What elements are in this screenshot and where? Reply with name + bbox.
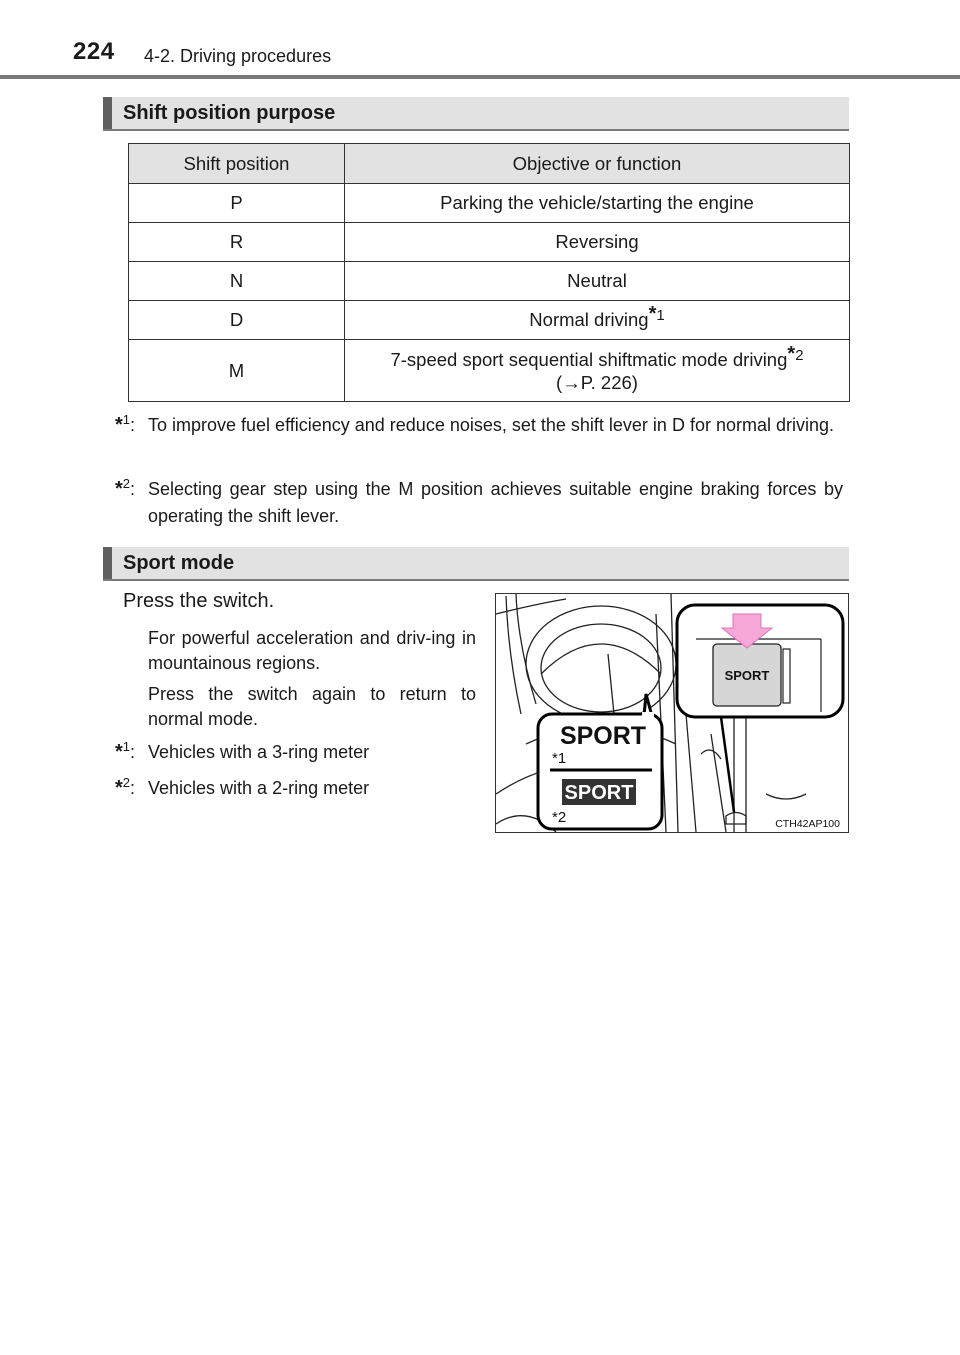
section-title: Sport mode: [123, 552, 235, 574]
page-reference-link[interactable]: (→P. 226): [556, 371, 638, 393]
figure-code: CTH42AP100: [775, 818, 840, 830]
dashboard-drawing: [496, 594, 848, 832]
table-row: [129, 340, 850, 402]
footnote-text: Vehicles with a 3-ring meter: [148, 742, 370, 762]
mark-3ring: *1: [552, 750, 567, 767]
indicator-3ring-label: SPORT: [559, 722, 647, 750]
description-paragraph: For powerful acceleration and driv-ing in mountainous regions.: [148, 628, 476, 673]
footnote: [115, 412, 843, 439]
function-cell: [345, 301, 850, 340]
switch-label: SPORT: [724, 668, 770, 683]
chapter-title: 4-2. Driving procedures: [144, 46, 332, 66]
page-number: 224: [73, 38, 115, 65]
table-row: [129, 301, 850, 340]
function-cell: Parking the vehicle/starting the engine: [345, 184, 850, 223]
sport-mode-illustration: [495, 593, 849, 833]
footnote: [115, 476, 843, 530]
function-text: 7-speed sport sequential shiftmatic mode driving: [390, 348, 788, 370]
table-row: [129, 262, 850, 301]
description-paragraph: Press the switch again to return to normal mode.: [148, 684, 476, 729]
footnote: [115, 775, 475, 802]
footnote-number: 2: [795, 346, 804, 364]
table-row: [129, 223, 850, 262]
footnote-number: 1: [656, 307, 665, 324]
function-cell: [345, 340, 850, 402]
shift-position-cell: N: [129, 262, 345, 301]
page-header: [0, 0, 960, 80]
header-rule: [0, 75, 960, 79]
instruction-text: Press the switch.: [123, 590, 275, 612]
indicator-callout: [538, 694, 662, 829]
column-header: Objective or function: [345, 144, 850, 184]
footnote-mark: *$^1$:: [115, 739, 136, 763]
section-accent: [103, 97, 112, 129]
section-accent: [103, 547, 112, 579]
mark-2ring: *2: [552, 809, 567, 826]
function-text: Normal driving: [529, 309, 649, 330]
footnote-reference: *1: [648, 303, 665, 325]
footnote-mark: *$^1$:: [115, 412, 136, 436]
indicator-2ring-label: SPORT: [564, 782, 634, 804]
function-cell: Reversing: [345, 223, 850, 262]
section-heading-shift-position: [103, 97, 849, 131]
footnote-text: To improve fuel efficiency and reduce noises, set the shift lever in D for normal driving.: [148, 415, 834, 435]
section-title: Shift position purpose: [123, 102, 336, 124]
table-row: [129, 184, 850, 223]
column-header: Shift position: [129, 144, 345, 184]
switch-callout: [677, 605, 843, 812]
footnote-mark: *$^2$:: [115, 775, 136, 799]
footnote-mark: *$^2$:: [115, 476, 136, 500]
footnote-reference: *2: [787, 342, 804, 365]
shift-position-cell: P: [129, 184, 345, 223]
footnote-text: Selecting gear step using the M position achieves suitable engine braking forces by operating the shift lever.: [148, 479, 843, 526]
section-heading-sport-mode: [103, 547, 849, 581]
needle-line: [608, 654, 614, 714]
shift-position-table: [128, 143, 850, 402]
footnote: [115, 739, 475, 766]
shift-position-cell: M: [129, 340, 345, 402]
footnote-text: Vehicles with a 2-ring meter: [148, 778, 370, 798]
shift-position-cell: D: [129, 301, 345, 340]
table-header-row: [129, 144, 850, 184]
shift-position-cell: R: [129, 223, 345, 262]
function-cell: Neutral: [345, 262, 850, 301]
